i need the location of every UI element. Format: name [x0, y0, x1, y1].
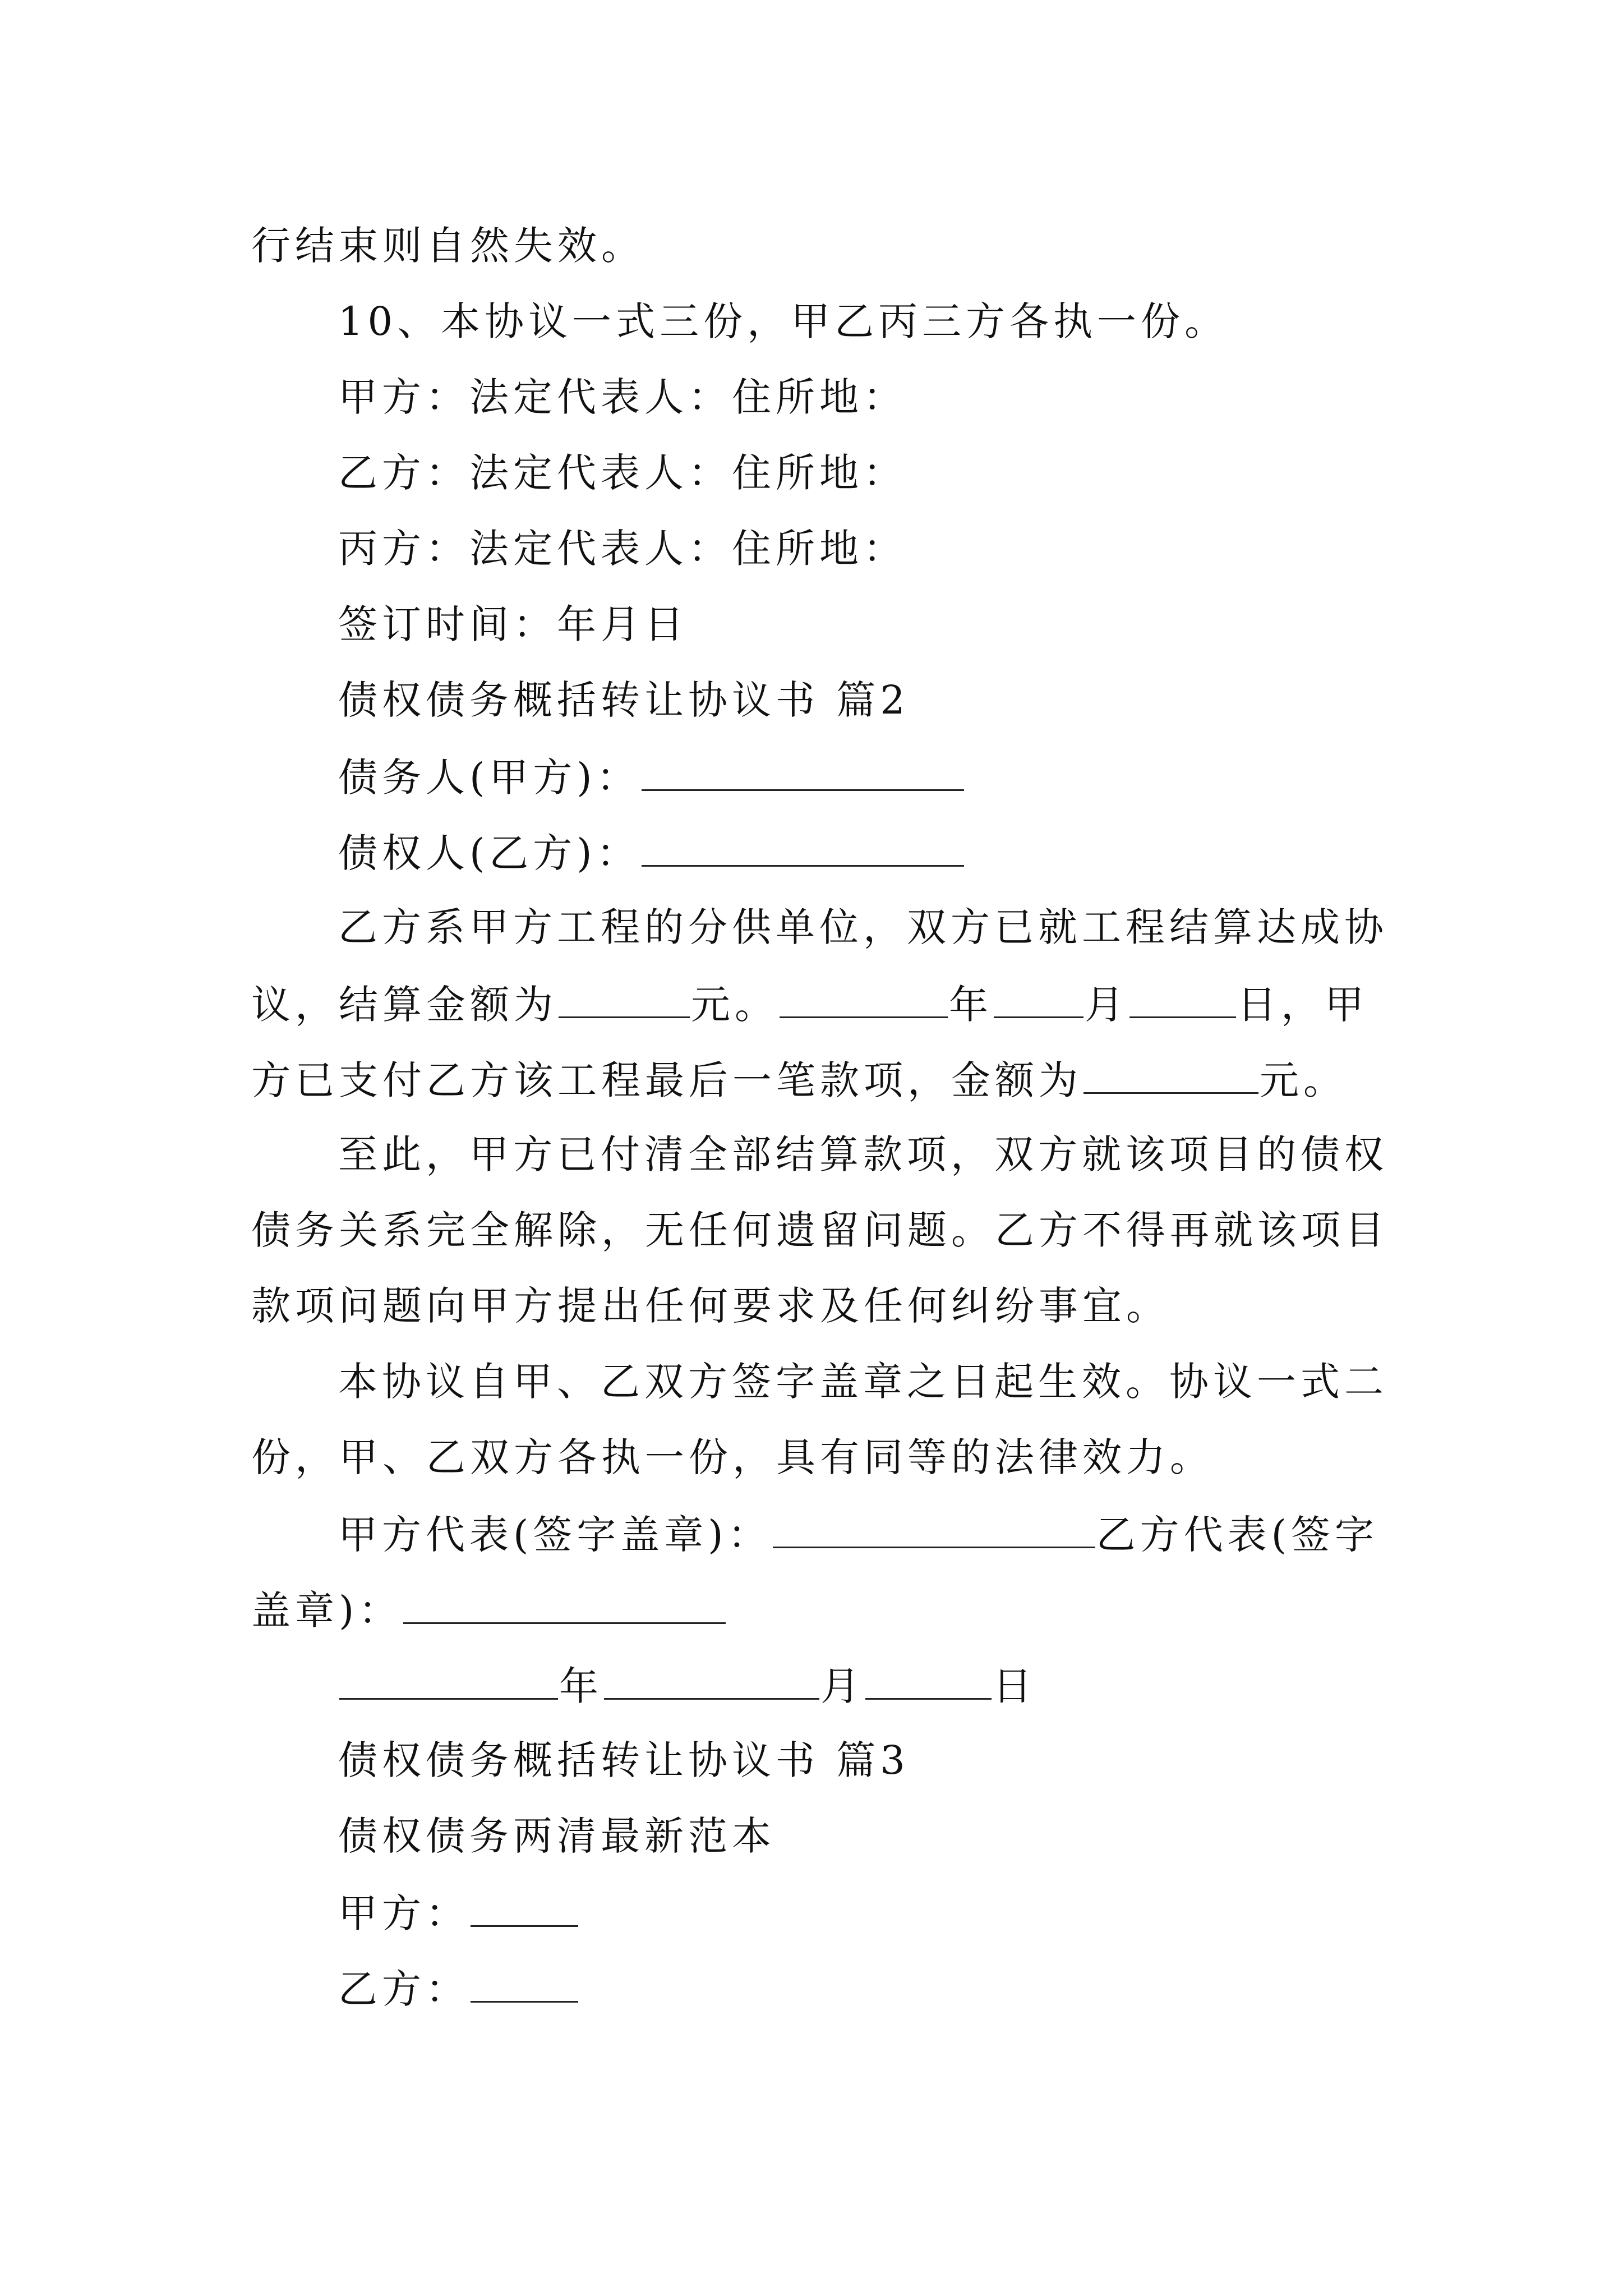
debtor-line	[338, 748, 965, 806]
date-line	[338, 1657, 1036, 1714]
party-a-signature-line	[338, 369, 907, 425]
representative-signature-line	[251, 1581, 727, 1639]
blank-underline	[1083, 1051, 1258, 1094]
creditor-line	[338, 823, 965, 881]
text: 甲方代表(签字盖章)：	[338, 1512, 772, 1558]
blank-underline	[642, 823, 964, 867]
section-heading	[338, 672, 910, 728]
blank-underline	[994, 975, 1083, 1018]
paragraph-line	[338, 1354, 1388, 1410]
blank-underline	[1129, 975, 1236, 1018]
blank-underline	[471, 1884, 578, 1927]
text: 10、本协议一式三份，甲乙丙三方各执一份。	[338, 298, 1229, 344]
text: 至此，甲方已付清全部结算款项，双方就该项目的债权	[338, 1131, 1388, 1177]
party-b-signature-line	[338, 445, 907, 501]
text: 行结束则自然失效。	[251, 223, 645, 269]
text: 月	[820, 1663, 864, 1709]
paragraph-line	[338, 1126, 1388, 1182]
blank-underline	[642, 748, 964, 791]
paragraph-line	[251, 1278, 1170, 1334]
blank-underline	[773, 1505, 1095, 1548]
text: 债权债务概括转让协议书 篇3	[338, 1737, 910, 1783]
text: 日	[993, 1663, 1036, 1709]
paragraph-line	[251, 218, 645, 274]
text: 份，甲、乙双方各执一份，具有同等的法律效力。	[251, 1434, 1214, 1480]
text: 乙方：	[338, 1966, 469, 2012]
text: 月	[1085, 982, 1128, 1028]
text: 丙方：法定代表人：住所地：	[338, 526, 907, 572]
paragraph-line	[338, 899, 1388, 955]
paragraph-line	[251, 1429, 1214, 1485]
text: 乙方代表(签字	[1096, 1512, 1378, 1558]
blank-underline	[559, 975, 690, 1018]
text: 债务关系完全解除，无任何遗留问题。乙方不得再就该项目	[251, 1207, 1389, 1253]
text: 元。	[1260, 1057, 1347, 1103]
blank-underline	[471, 1959, 578, 2003]
party-c-signature-line	[338, 521, 907, 577]
text: 款项问题向甲方提出任何要求及任何纠纷事宜。	[251, 1283, 1170, 1329]
text: 债权债务概括转让协议书 篇2	[338, 677, 910, 723]
text: 甲方：法定代表人：住所地：	[338, 374, 907, 420]
text: 议，结算金额为	[251, 982, 557, 1028]
text: 乙方：法定代表人：住所地：	[338, 450, 907, 496]
text: 甲方：	[338, 1890, 469, 1936]
text: 方已支付乙方该工程最后一笔款项，金额为	[251, 1057, 1082, 1103]
text: 盖章)：	[251, 1588, 403, 1634]
paragraph-line	[251, 1202, 1389, 1258]
blank-underline	[339, 1657, 558, 1700]
signing-date-line	[338, 596, 688, 652]
representative-signature-line	[338, 1505, 1378, 1563]
blank-underline	[865, 1657, 992, 1700]
text: 年	[949, 982, 993, 1028]
text: 乙方系甲方工程的分供单位，双方已就工程结算达成协	[338, 904, 1388, 950]
section-heading	[338, 1732, 910, 1788]
text: 债权债务两清最新范本	[338, 1813, 776, 1859]
text: 元。	[691, 982, 778, 1028]
blank-underline	[403, 1581, 726, 1624]
blank-underline	[604, 1657, 819, 1700]
text: 年	[559, 1663, 603, 1709]
text: 日，甲	[1237, 982, 1368, 1028]
clause-10	[338, 293, 1228, 349]
text: 签订时间：年月日	[338, 601, 688, 647]
party-a-line	[338, 1884, 579, 1941]
document-title	[338, 1808, 776, 1864]
paragraph-line	[251, 975, 1368, 1033]
paragraph-line	[251, 1051, 1347, 1108]
text: 债务人(甲方)：	[338, 754, 640, 800]
party-b-line	[338, 1959, 579, 2017]
text: 本协议自甲、乙双方签字盖章之日起生效。协议一式二	[338, 1359, 1388, 1405]
text: 债权人(乙方)：	[338, 830, 640, 876]
blank-underline	[780, 975, 948, 1018]
